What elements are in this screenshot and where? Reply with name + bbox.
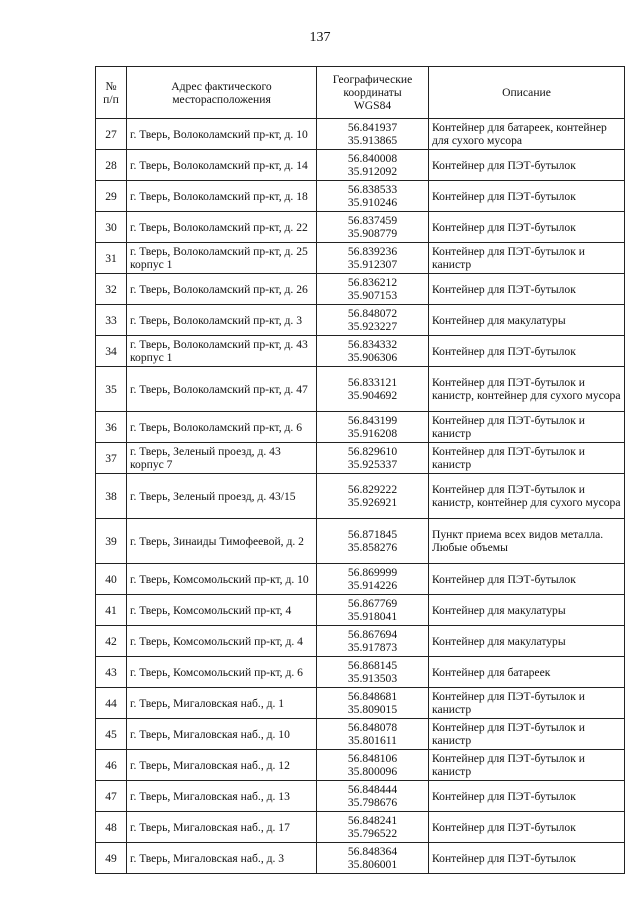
row-description: Контейнер для макулатуры: [429, 305, 625, 336]
table-row: [96, 688, 625, 719]
longitude: 35.912092: [347, 165, 398, 178]
latitude: 56.867694: [347, 628, 398, 641]
longitude: 35.912307: [347, 258, 398, 271]
table-row: [96, 812, 625, 843]
row-description: Контейнер для ПЭТ-бутылок: [429, 150, 625, 181]
row-address: г. Тверь, Зеленый проезд, д. 43 корпус 7: [127, 443, 317, 474]
row-number: 38: [96, 474, 127, 519]
row-number: 49: [96, 843, 127, 874]
row-coordinates: [317, 305, 429, 336]
row-number: 31: [96, 243, 127, 274]
row-address: г. Тверь, Мигаловская наб., д. 10: [127, 719, 317, 750]
row-number: 39: [96, 519, 127, 564]
latitude: 56.829222: [347, 483, 398, 496]
longitude: 35.925337: [347, 458, 398, 471]
row-number: 44: [96, 688, 127, 719]
table-row: [96, 750, 625, 781]
row-description: Контейнер для ПЭТ-бутылок: [429, 843, 625, 874]
row-coordinates: [317, 119, 429, 150]
row-coordinates: [317, 812, 429, 843]
table-row: [96, 657, 625, 688]
latitude: 56.848241: [347, 814, 398, 827]
latitude: 56.848106: [347, 752, 398, 765]
row-number: 30: [96, 212, 127, 243]
row-coordinates: [317, 843, 429, 874]
row-description: Контейнер для ПЭТ-бутылок: [429, 812, 625, 843]
row-coordinates: [317, 750, 429, 781]
row-number: 27: [96, 119, 127, 150]
row-coordinates: [317, 181, 429, 212]
collection-points-table: [95, 66, 625, 874]
table-row: [96, 336, 625, 367]
longitude: 35.913503: [347, 672, 398, 685]
row-number: 29: [96, 181, 127, 212]
row-coordinates: [317, 719, 429, 750]
row-description: Контейнер для ПЭТ-бутылок: [429, 212, 625, 243]
row-coordinates: [317, 626, 429, 657]
row-address: г. Тверь, Мигаловская наб., д. 1: [127, 688, 317, 719]
row-coordinates: [317, 336, 429, 367]
longitude: 35.918041: [347, 610, 398, 623]
table-row: [96, 367, 625, 412]
row-address: г. Тверь, Комсомольский пр-кт, д. 6: [127, 657, 317, 688]
table-row: [96, 181, 625, 212]
row-description: Контейнер для ПЭТ-бутылок и канистр: [429, 688, 625, 719]
table-row: [96, 781, 625, 812]
longitude: 35.917873: [347, 641, 398, 654]
row-address: г. Тверь, Мигаловская наб., д. 17: [127, 812, 317, 843]
row-number: 46: [96, 750, 127, 781]
table-row: [96, 564, 625, 595]
row-description: Контейнер для ПЭТ-бутылок: [429, 181, 625, 212]
row-address: г. Тверь, Мигаловская наб., д. 3: [127, 843, 317, 874]
row-number: 36: [96, 412, 127, 443]
latitude: 56.867769: [347, 597, 398, 610]
longitude: 35.926921: [347, 496, 398, 509]
table-row: [96, 119, 625, 150]
latitude: 56.834332: [347, 338, 398, 351]
latitude: 56.833121: [347, 376, 398, 389]
row-address: г. Тверь, Зинаиды Тимофеевой, д. 2: [127, 519, 317, 564]
table-row: [96, 443, 625, 474]
row-number: 35: [96, 367, 127, 412]
latitude: 56.868145: [347, 659, 398, 672]
row-coordinates: [317, 519, 429, 564]
longitude: 35.858276: [347, 541, 398, 554]
longitude: 35.800096: [347, 765, 398, 778]
latitude: 56.840008: [347, 152, 398, 165]
latitude: 56.848444: [347, 783, 398, 796]
header-description: Описание: [429, 67, 625, 119]
latitude: 56.848072: [347, 307, 398, 320]
row-address: г. Тверь, Волоколамский пр-кт, д. 14: [127, 150, 317, 181]
longitude: 35.904692: [347, 389, 398, 402]
row-description: Контейнер для макулатуры: [429, 595, 625, 626]
row-address: г. Тверь, Комсомольский пр-кт, д. 4: [127, 626, 317, 657]
row-coordinates: [317, 150, 429, 181]
row-description: Пункт приема всех видов металла. Любые объемы: [429, 519, 625, 564]
row-coordinates: [317, 657, 429, 688]
row-description: Контейнер для ПЭТ-бутылок и канистр: [429, 243, 625, 274]
row-address: г. Тверь, Волоколамский пр-кт, д. 25 корпус 1: [127, 243, 317, 274]
row-number: 47: [96, 781, 127, 812]
row-number: 37: [96, 443, 127, 474]
row-address: г. Тверь, Волоколамский пр-кт, д. 43 корпус 1: [127, 336, 317, 367]
row-address: г. Тверь, Мигаловская наб., д. 12: [127, 750, 317, 781]
row-coordinates: [317, 688, 429, 719]
latitude: 56.836212: [347, 276, 398, 289]
longitude: 35.914226: [347, 579, 398, 592]
table-row: [96, 626, 625, 657]
row-number: 32: [96, 274, 127, 305]
page-number: 137: [309, 30, 331, 45]
row-coordinates: [317, 474, 429, 519]
longitude: 35.923227: [347, 320, 398, 333]
latitude: 56.848681: [347, 690, 398, 703]
row-description: Контейнер для ПЭТ-бутылок и канистр: [429, 412, 625, 443]
row-coordinates: [317, 274, 429, 305]
row-description: Контейнер для ПЭТ-бутылок и канистр: [429, 719, 625, 750]
latitude: 56.838533: [347, 183, 398, 196]
row-number: 28: [96, 150, 127, 181]
table-row: [96, 274, 625, 305]
table-header-row: [96, 67, 625, 119]
row-address: г. Тверь, Волоколамский пр-кт, д. 47: [127, 367, 317, 412]
latitude: 56.869999: [347, 566, 398, 579]
row-coordinates: [317, 212, 429, 243]
longitude: 35.910246: [347, 196, 398, 209]
row-address: г. Тверь, Комсомольский пр-кт, д. 10: [127, 564, 317, 595]
row-coordinates: [317, 412, 429, 443]
row-coordinates: [317, 443, 429, 474]
row-address: г. Тверь, Зеленый проезд, д. 43/15: [127, 474, 317, 519]
row-address: г. Тверь, Комсомольский пр-кт, 4: [127, 595, 317, 626]
table-row: [96, 212, 625, 243]
latitude: 56.848364: [347, 845, 398, 858]
row-description: Контейнер для ПЭТ-бутылок: [429, 564, 625, 595]
row-number: 40: [96, 564, 127, 595]
row-address: г. Тверь, Мигаловская наб., д. 13: [127, 781, 317, 812]
row-description: Контейнер для ПЭТ-бутылок и канистр, контейнер для сухого мусора: [429, 367, 625, 412]
table-row: [96, 305, 625, 336]
row-description: Контейнер для батареек: [429, 657, 625, 688]
row-number: 41: [96, 595, 127, 626]
row-address: г. Тверь, Волоколамский пр-кт, д. 3: [127, 305, 317, 336]
row-number: 43: [96, 657, 127, 688]
row-description: Контейнер для ПЭТ-бутылок: [429, 274, 625, 305]
row-number: 48: [96, 812, 127, 843]
row-number: 45: [96, 719, 127, 750]
table-row: [96, 843, 625, 874]
latitude: 56.843199: [347, 414, 398, 427]
table-row: [96, 150, 625, 181]
row-description: Контейнер для ПЭТ-бутылок и канистр, контейнер для сухого мусора: [429, 474, 625, 519]
row-coordinates: [317, 781, 429, 812]
row-address: г. Тверь, Волоколамский пр-кт, д. 6: [127, 412, 317, 443]
row-address: г. Тверь, Волоколамский пр-кт, д. 18: [127, 181, 317, 212]
row-coordinates: [317, 595, 429, 626]
row-description: Контейнер для ПЭТ-бутылок и канистр: [429, 750, 625, 781]
table-row: [96, 595, 625, 626]
row-address: г. Тверь, Волоколамский пр-кт, д. 22: [127, 212, 317, 243]
header-address: Адрес фактического месторасположения: [127, 67, 317, 119]
latitude: 56.829610: [347, 445, 398, 458]
row-address: г. Тверь, Волоколамский пр-кт, д. 26: [127, 274, 317, 305]
longitude: 35.796522: [347, 827, 398, 840]
longitude: 35.906306: [347, 351, 398, 364]
longitude: 35.806001: [347, 858, 398, 871]
row-description: Контейнер для макулатуры: [429, 626, 625, 657]
header-coordinates: Географические координаты WGS84: [317, 67, 429, 119]
table-row: [96, 474, 625, 519]
row-number: 33: [96, 305, 127, 336]
longitude: 35.801611: [348, 734, 397, 747]
longitude: 35.908779: [347, 227, 398, 240]
longitude: 35.916208: [347, 427, 398, 440]
table-row: [96, 412, 625, 443]
latitude: 56.837459: [347, 214, 398, 227]
longitude: 35.907153: [347, 289, 398, 302]
row-number: 34: [96, 336, 127, 367]
latitude: 56.848078: [347, 721, 398, 734]
row-description: Контейнер для ПЭТ-бутылок: [429, 336, 625, 367]
row-coordinates: [317, 367, 429, 412]
row-description: Контейнер для батареек, контейнер для сухого мусора: [429, 119, 625, 150]
row-address: г. Тверь, Волоколамский пр-кт, д. 10: [127, 119, 317, 150]
longitude: 35.798676: [347, 796, 398, 809]
row-description: Контейнер для ПЭТ-бутылок и канистр: [429, 443, 625, 474]
latitude: 56.839236: [347, 245, 398, 258]
longitude: 35.809015: [347, 703, 398, 716]
row-coordinates: [317, 564, 429, 595]
row-description: Контейнер для ПЭТ-бутылок: [429, 781, 625, 812]
table-row: [96, 519, 625, 564]
table-row: [96, 243, 625, 274]
row-coordinates: [317, 243, 429, 274]
longitude: 35.913865: [347, 134, 398, 147]
table-row: [96, 719, 625, 750]
header-number: № п/п: [96, 67, 127, 119]
latitude: 56.841937: [347, 121, 398, 134]
latitude: 56.871845: [347, 528, 398, 541]
row-number: 42: [96, 626, 127, 657]
